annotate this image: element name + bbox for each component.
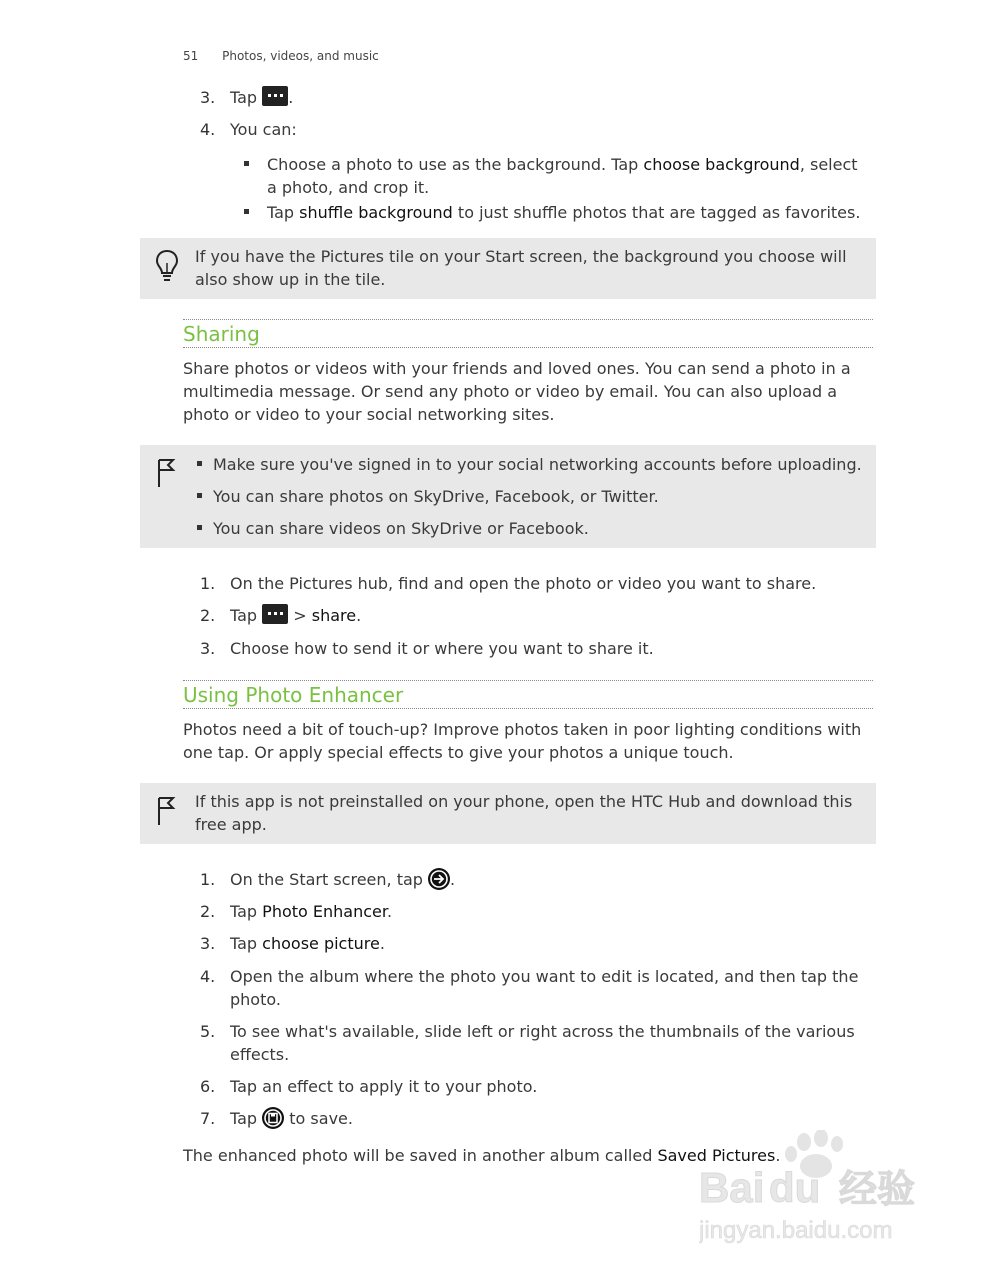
enhancer-step-6: 6. Tap an effect to apply it to your photo. [200, 1077, 538, 1096]
step-4: 4. You can: [200, 120, 297, 139]
page-number: 51 [183, 49, 199, 63]
save-disk-icon [262, 1107, 284, 1129]
enhancer-step-3: 3. Tap choose picture. [200, 934, 385, 953]
sharing-intro: Share photos or videos with your friends and loved ones. You can send a photo in a multimedia message. Or send any photo or video by email. You can also upload a photo or video to your social networking sites. [183, 359, 851, 424]
sharing-step-1: 1. On the Pictures hub, find and open the photo or video you want to share. [200, 574, 817, 593]
enhancer-step-4: 4. Open the album where the photo you want to edit is located, and then tap the photo. [200, 967, 859, 1009]
sharing-step-3: 3. Choose how to send it or where you want to share it. [200, 639, 654, 658]
chapter-title: Photos, videos, and music [222, 49, 379, 63]
watermark-brand-2: du [769, 1164, 821, 1211]
watermark-brand: Bai [699, 1164, 765, 1211]
watermark-cn: 经验 [839, 1167, 916, 1211]
enhancer-intro: Photos need a bit of touch-up? Improve photos taken in poor lighting conditions with one tap. Or apply special effects to give your photos a unique touch. [183, 720, 862, 762]
more-dots-icon [262, 604, 288, 624]
paw-logo-icon [699, 1130, 929, 1250]
sharing-step-2: 2. Tap > share. [200, 606, 362, 625]
list-item: Make sure you've signed in to your social networking accounts before uploading. [195, 453, 875, 476]
enhancer-step-5: 5. To see what's available, slide left or right across the thumbnails of the various effects. [200, 1022, 855, 1064]
step-3: 3. Tap . [200, 88, 294, 107]
list-item: Tap shuffle background to just shuffle photos that are tagged as favorites. [244, 201, 864, 224]
flag-icon [154, 795, 178, 827]
enhancer-note: If this app is not preinstalled on your phone, open the HTC Hub and download this free app. [140, 783, 876, 844]
list-item: You can share videos on SkyDrive or Facebook. [195, 517, 875, 540]
flag-icon [154, 457, 178, 489]
more-dots-icon [262, 86, 288, 106]
list-item: Choose a photo to use as the background. Tap choose background, select a photo, and crop it. [244, 153, 864, 199]
baidu-watermark [699, 1130, 929, 1250]
list-item: You can share photos on SkyDrive, Facebook, or Twitter. [195, 485, 875, 508]
page-header [183, 45, 379, 68]
tip-note: If you have the Pictures tile on your Start screen, the background you choose will also show up in the tile. [140, 238, 876, 299]
enhancer-step-7: 7. Tap to save. [200, 1109, 353, 1128]
section-title-photo-enhancer: Using Photo Enhancer [183, 680, 873, 709]
sharing-note [140, 445, 876, 548]
enhancer-step-2: 2. Tap Photo Enhancer. [200, 902, 393, 921]
closing-text: The enhanced photo will be saved in another album called Saved Pictures. [183, 1146, 781, 1165]
arrow-right-circle-icon [428, 868, 450, 890]
section-title-sharing: Sharing [183, 319, 873, 348]
watermark-url: jingyan.baidu.com [699, 1217, 893, 1244]
lightbulb-icon [154, 249, 180, 283]
enhancer-step-1: 1. On the Start screen, tap . [200, 870, 456, 889]
